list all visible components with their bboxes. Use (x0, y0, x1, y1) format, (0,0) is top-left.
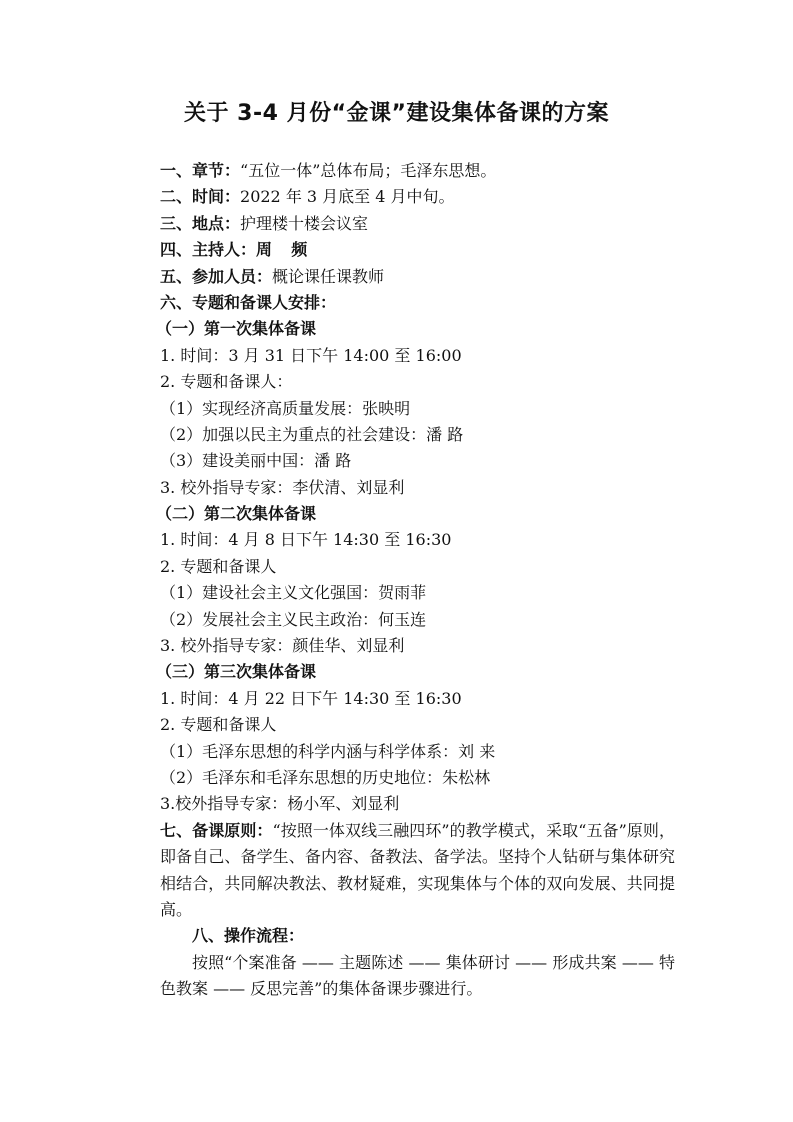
session-2-heading: （二）第二次集体备课 (156, 504, 317, 524)
session-3-heading: （三）第三次集体备课 (156, 662, 317, 682)
arrangement-line (160, 290, 675, 316)
process-label: 八、操作流程： (192, 926, 305, 946)
chapter-label: 一、章节： (160, 161, 241, 180)
session-1-topic-2: （2）加强以民主为重点的社会建设：潘 路 (160, 424, 464, 444)
session-1-heading: （一）第一次集体备课 (156, 319, 317, 339)
host-value-b: 频 (291, 240, 308, 260)
principles-label: 七、备课原则： (160, 820, 273, 840)
session-1-experts: 3. 校外指导专家：李伏清、刘显利 (160, 477, 405, 497)
host-line (160, 237, 675, 263)
session-3-experts: 3.校外指导专家：杨小军、刘显利 (160, 794, 400, 814)
document-body (156, 158, 675, 1003)
participants-label: 五、参加人员： (160, 266, 273, 286)
participants-line (160, 264, 675, 290)
arrangement-label: 六、专题和备课人安排： (160, 292, 337, 312)
session-2-topic-2: （2）发展社会主义民主政治：何玉连 (160, 609, 427, 629)
session-1-topic-1: （1）实现经济高质量发展：张映明 (160, 398, 411, 418)
place-label: 三、地点： (160, 213, 241, 233)
session-2-time: 1. 时间：4 月 8 日下午 14:30 至 16:30 (160, 530, 452, 550)
chapter-line (160, 158, 675, 184)
host-label: 四、主持人： (160, 240, 257, 260)
session-2-experts: 3. 校外指导专家：颜佳华、刘显利 (160, 636, 405, 656)
time-value: 2022 年 3 月底至 4 月中旬。 (240, 187, 455, 207)
process-text: 按照“个案准备 —— 主题陈述 —— 集体研讨 —— 形成共案 —— 特色教案 —— 反思完善”的集体备课步骤进行。 (160, 952, 675, 999)
chapter-value: “五位一体”总体布局；毛泽东思想。 (240, 161, 497, 180)
session-2-topic-1: （1）建设社会主义文化强国：贺雨菲 (160, 583, 427, 603)
session-3-time: 1. 时间：4 月 22 日下午 14:30 至 16:30 (160, 688, 462, 708)
principles-paragraph (160, 818, 675, 924)
session-2-topics-label: 2. 专题和备课人 (160, 556, 277, 576)
principles-text: “按照一体双线三融四环”的教学模式，采取“五备”原则，即备自己、备学生、备内容、备教法、备学法。坚持个人钻研与集体研究相结合，共同解决教法、教材疑难，实现集体与个体的双向发展、共同提高。 (160, 820, 675, 919)
document-title: 关于 3-4 月份“金课”建设集体备课的方案 (184, 101, 609, 126)
session-3-topic-1: （1）毛泽东思想的科学内涵与科学体系：刘 来 (160, 741, 496, 761)
session-3-topic-2: （2）毛泽东和毛泽东思想的历史地位：朱松林 (160, 767, 491, 787)
host-value-a: 周 (256, 240, 273, 260)
place-value: 护理楼十楼会议室 (240, 213, 369, 233)
session-1-time: 1. 时间：3 月 31 日下午 14:00 至 16:00 (160, 345, 462, 365)
time-line (160, 184, 675, 210)
participants-value: 概论课任课教师 (272, 266, 385, 286)
session-3-topics-label: 2. 专题和备课人 (160, 715, 277, 735)
session-1-topic-3: （3）建设美丽中国：潘 路 (160, 451, 352, 471)
place-line (160, 211, 675, 237)
session-1-topics-label: 2. 专题和备课人： (160, 372, 293, 392)
time-label: 二、时间： (160, 187, 241, 207)
